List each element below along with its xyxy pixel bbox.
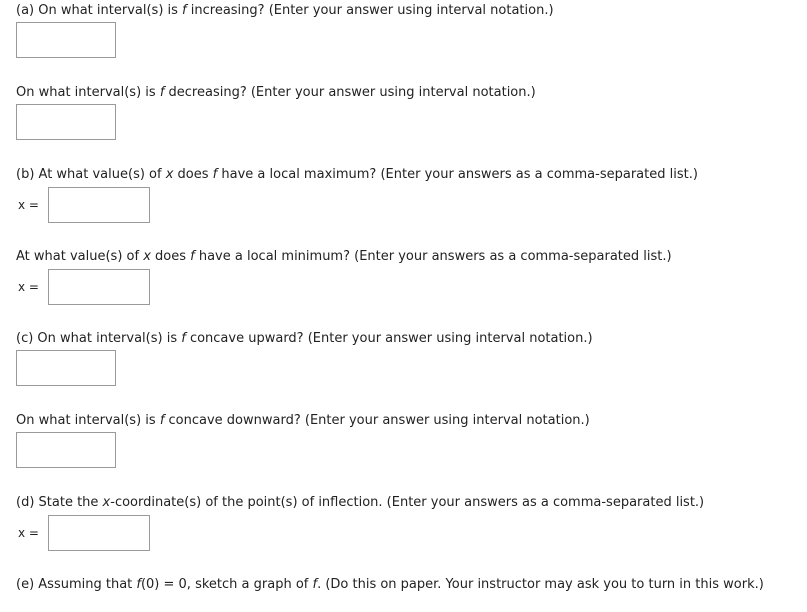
inflection-points-input[interactable]	[48, 515, 150, 551]
increasing-interval-input[interactable]	[16, 22, 116, 58]
math-x: x	[143, 249, 151, 264]
math-f: f	[190, 249, 195, 264]
local-maximum-input[interactable]	[48, 187, 150, 223]
question-c-concave-downward	[16, 413, 590, 429]
question-text: decreasing? (Enter your answer using interval notation.)	[164, 85, 536, 100]
question-c-concave-upward	[16, 331, 593, 347]
math-f: f	[159, 413, 165, 428]
local-minimum-input[interactable]	[48, 269, 150, 305]
math-f: f	[136, 577, 141, 592]
concave-downward-input[interactable]	[16, 432, 116, 468]
concave-upward-input[interactable]	[16, 350, 116, 386]
question-a-decreasing	[16, 85, 536, 101]
question-text: . (Do this on paper. Your instructor may ask you to turn in this work.)	[317, 577, 764, 592]
math-f: f	[159, 85, 165, 100]
question-text: increasing? (Enter your answer using interval notation.)	[186, 3, 554, 18]
question-text: (0) = 0, sketch a graph of	[140, 577, 313, 592]
question-text: (b) At what value(s) of	[16, 167, 166, 182]
math-f: f	[182, 3, 187, 18]
question-b-local-minimum	[16, 249, 672, 265]
question-a-increasing	[16, 3, 554, 19]
question-text: -coordinate(s) of the point(s) of inflection. (Enter your answers as a comma-separated list.)	[110, 495, 705, 510]
x-equals-label: x =	[18, 526, 39, 540]
question-b-local-maximum	[16, 167, 698, 183]
question-text: On what interval(s) is	[16, 413, 160, 428]
question-e-sketch	[16, 577, 764, 593]
question-text: (a) On what interval(s) is	[16, 3, 183, 18]
math-x: x	[165, 167, 174, 182]
question-text: have a local maximum? (Enter your answers as a comma-separated list.)	[217, 167, 698, 182]
question-text: does	[150, 249, 191, 264]
question-text: On what interval(s) is	[16, 85, 160, 100]
decreasing-interval-input[interactable]	[16, 104, 116, 140]
question-text: does	[173, 167, 213, 182]
question-text: concave upward? (Enter your answer using interval notation.)	[185, 331, 593, 346]
question-text: At what value(s) of	[16, 249, 144, 264]
math-f: f	[181, 331, 186, 346]
question-text: have a local minimum? (Enter your answers as a comma-separated list.)	[194, 249, 672, 264]
math-f: f	[212, 167, 218, 182]
math-f: f	[312, 577, 318, 592]
x-equals-label: x =	[18, 280, 39, 294]
math-x: x	[102, 495, 111, 510]
question-text: (e) Assuming that	[16, 577, 137, 592]
question-text: concave downward? (Enter your answer using interval notation.)	[164, 413, 590, 428]
question-d-inflection	[16, 495, 704, 511]
x-equals-label: x =	[18, 198, 39, 212]
question-text: (c) On what interval(s) is	[16, 331, 182, 346]
question-text: (d) State the	[16, 495, 103, 510]
